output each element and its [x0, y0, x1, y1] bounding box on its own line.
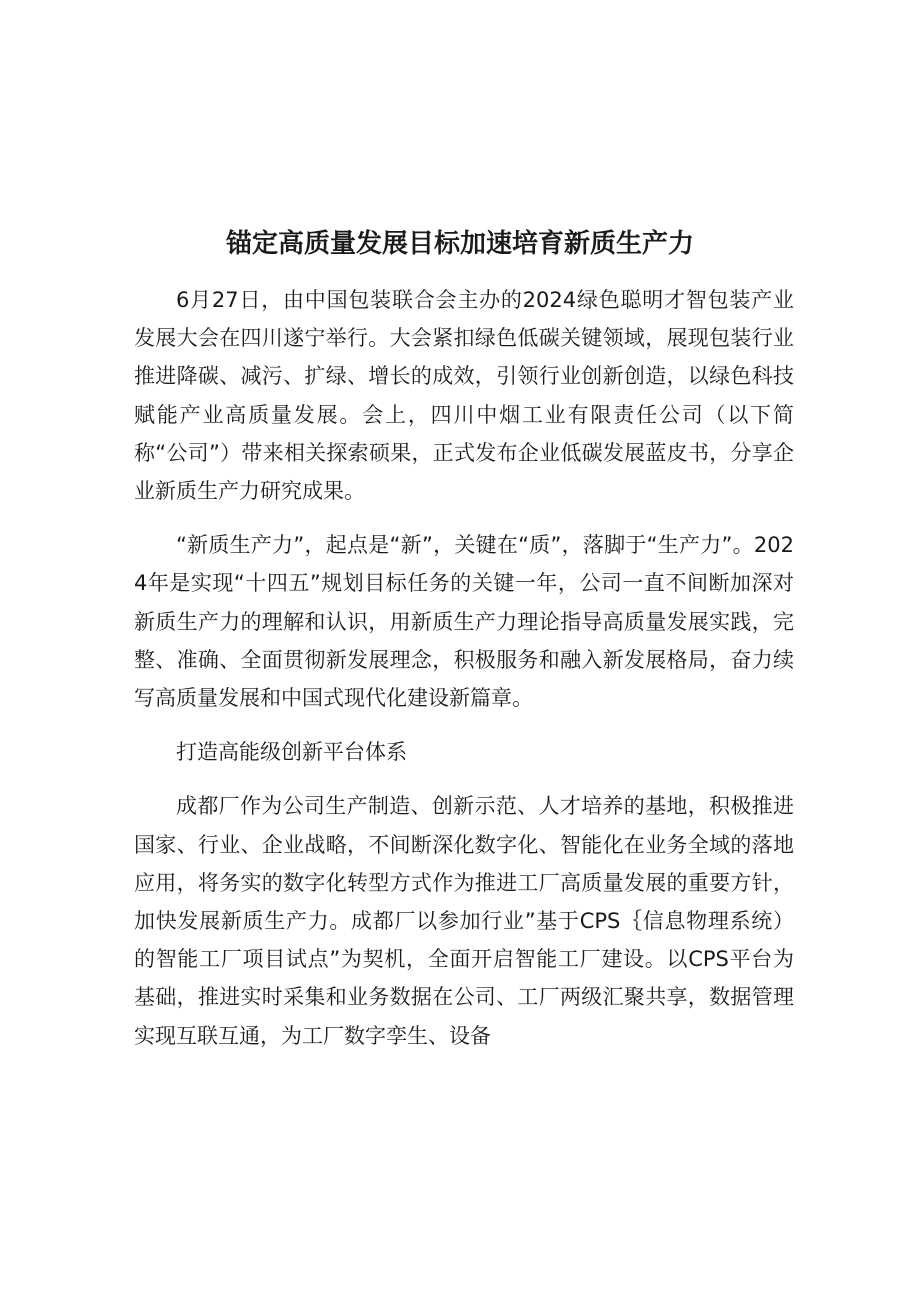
document-body	[134, 281, 794, 1055]
document-title: 锚定高质量发展目标加速培育新质生产力	[225, 229, 694, 259]
paragraph: 6月27日，由中国包装联合会主办的2024绿色聪明才智包装产业发展大会在四川遂宁举行。大会紧扣绿色低碳关键领域，展现包装行业推进降碳、减污、扩绿、增长的成效，引领行业创新创造，以绿色科技赋能产业高质量发展。会上，四川中烟工业有限责任公司（以下简称“公司”）带来相关探索硕果，正式发布企业低碳发展蓝皮书，分享企业新质生产力研究成果。	[134, 288, 794, 504]
paragraph: 成都厂作为公司生产制造、创新示范、人才培养的基地，积极推进国家、行业、企业战略，不间断深化数字化、智能化在业务全域的落地应用，将务实的数字化转型方式作为推进工厂高质量发展的重要方针，加快发展新质生产力。成都厂以参加行业”基于CPS｛信息物理系统）的智能工厂项目试点”为契机，全面开启智能工厂建设。以CPS平台为基础，推进实时采集和业务数据在公司、工厂两级汇聚共享，数据管理实现互联互通，为工厂数字孪生、设备	[134, 794, 794, 1048]
paragraph: “新质生产力”，起点是“新”，关键在“质”，落脚于“生产力”。2024年是实现“十四五”规划目标任务的关键一年，公司一直不间断加深对新质生产力的理解和认识，用新质生产力理论指导高质量发展实践，完整、准确、全面贯彻新发展理念，积极服务和融入新发展格局，奋力续写高质量发展和中国式现代化建设新篇章。	[134, 533, 794, 711]
section-heading: 打造高能级创新平台体系	[176, 740, 407, 765]
